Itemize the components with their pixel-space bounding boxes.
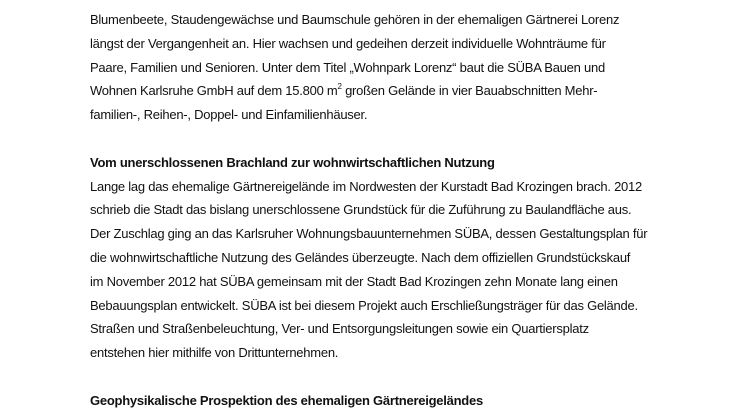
- paragraph-line: im November 2012 hat SÜBA gemeinsam mit der Stadt Bad Krozingen zehn Monate lang einen: [90, 273, 618, 289]
- section-prospektion: [90, 389, 680, 413]
- paragraph-line: schrieb die Stadt das bislang unerschlossene Grundstück für die Zuführung zu Baulandfläche aus.: [90, 202, 632, 218]
- paragraph-line: längst der Vergangenheit an. Hier wachsen und gedeihen derzeit individuelle Wohnträume für: [90, 35, 606, 51]
- intro-paragraph: [90, 8, 680, 127]
- section-heading: Vom unerschlossenen Brachland zur wohnwirtschaftlichen Nutzung: [90, 154, 495, 170]
- paragraph-line: Straßen und Straßenbeleuchtung, Ver- und Entsorgungsleitungen sowie ein Quartiersplatz: [90, 321, 589, 337]
- paragraph-spacer: [90, 365, 680, 389]
- paragraph-line: Blumenbeete, Staudengewächse und Baumschule gehören in der ehemaligen Gärtnerei Lorenz: [90, 12, 620, 27]
- paragraph-line: Der Zuschlag ging an das Karlsruher Wohnungsbauunternehmen SÜBA, dessen Gestaltungsplan für: [90, 226, 648, 242]
- document-page: [90, 8, 680, 413]
- paragraph-line: Lange lag das ehemalige Gärtnereigelände im Nordwesten der Kurstadt Bad Krozingen brach. 2012: [90, 178, 642, 194]
- paragraph-spacer: [90, 127, 680, 151]
- paragraph-line: familien-, Reihen-, Doppel- und Einfamilienhäuser.: [90, 107, 368, 123]
- paragraph-text: großen Gelände in vier Bauabschnitten Mehr-: [341, 83, 598, 99]
- section-heading: Geophysikalische Prospektion des ehemaligen Gärtnereigeländes: [90, 392, 483, 408]
- superscript: 2: [337, 82, 342, 92]
- paragraph-line: Paare, Familien und Senioren. Unter dem Titel „Wohnpark Lorenz“ baut die SÜBA Bauen und: [90, 59, 605, 75]
- paragraph-line: Bebauungsplan entwickelt. SÜBA ist bei diesem Projekt auch Erschließungsträger für das Gelände.: [90, 297, 638, 313]
- paragraph-line: die wohnwirtschaftliche Nutzung des Geländes überzeugte. Nach dem offiziellen Grundstückskauf: [90, 249, 631, 265]
- section-brachland: [90, 151, 680, 365]
- paragraph-line: [90, 79, 680, 103]
- paragraph-line: entstehen hier mithilfe von Drittunternehmen.: [90, 345, 339, 361]
- paragraph-text: Wohnen Karlsruhe GmbH auf dem 15.800 m: [90, 83, 338, 99]
